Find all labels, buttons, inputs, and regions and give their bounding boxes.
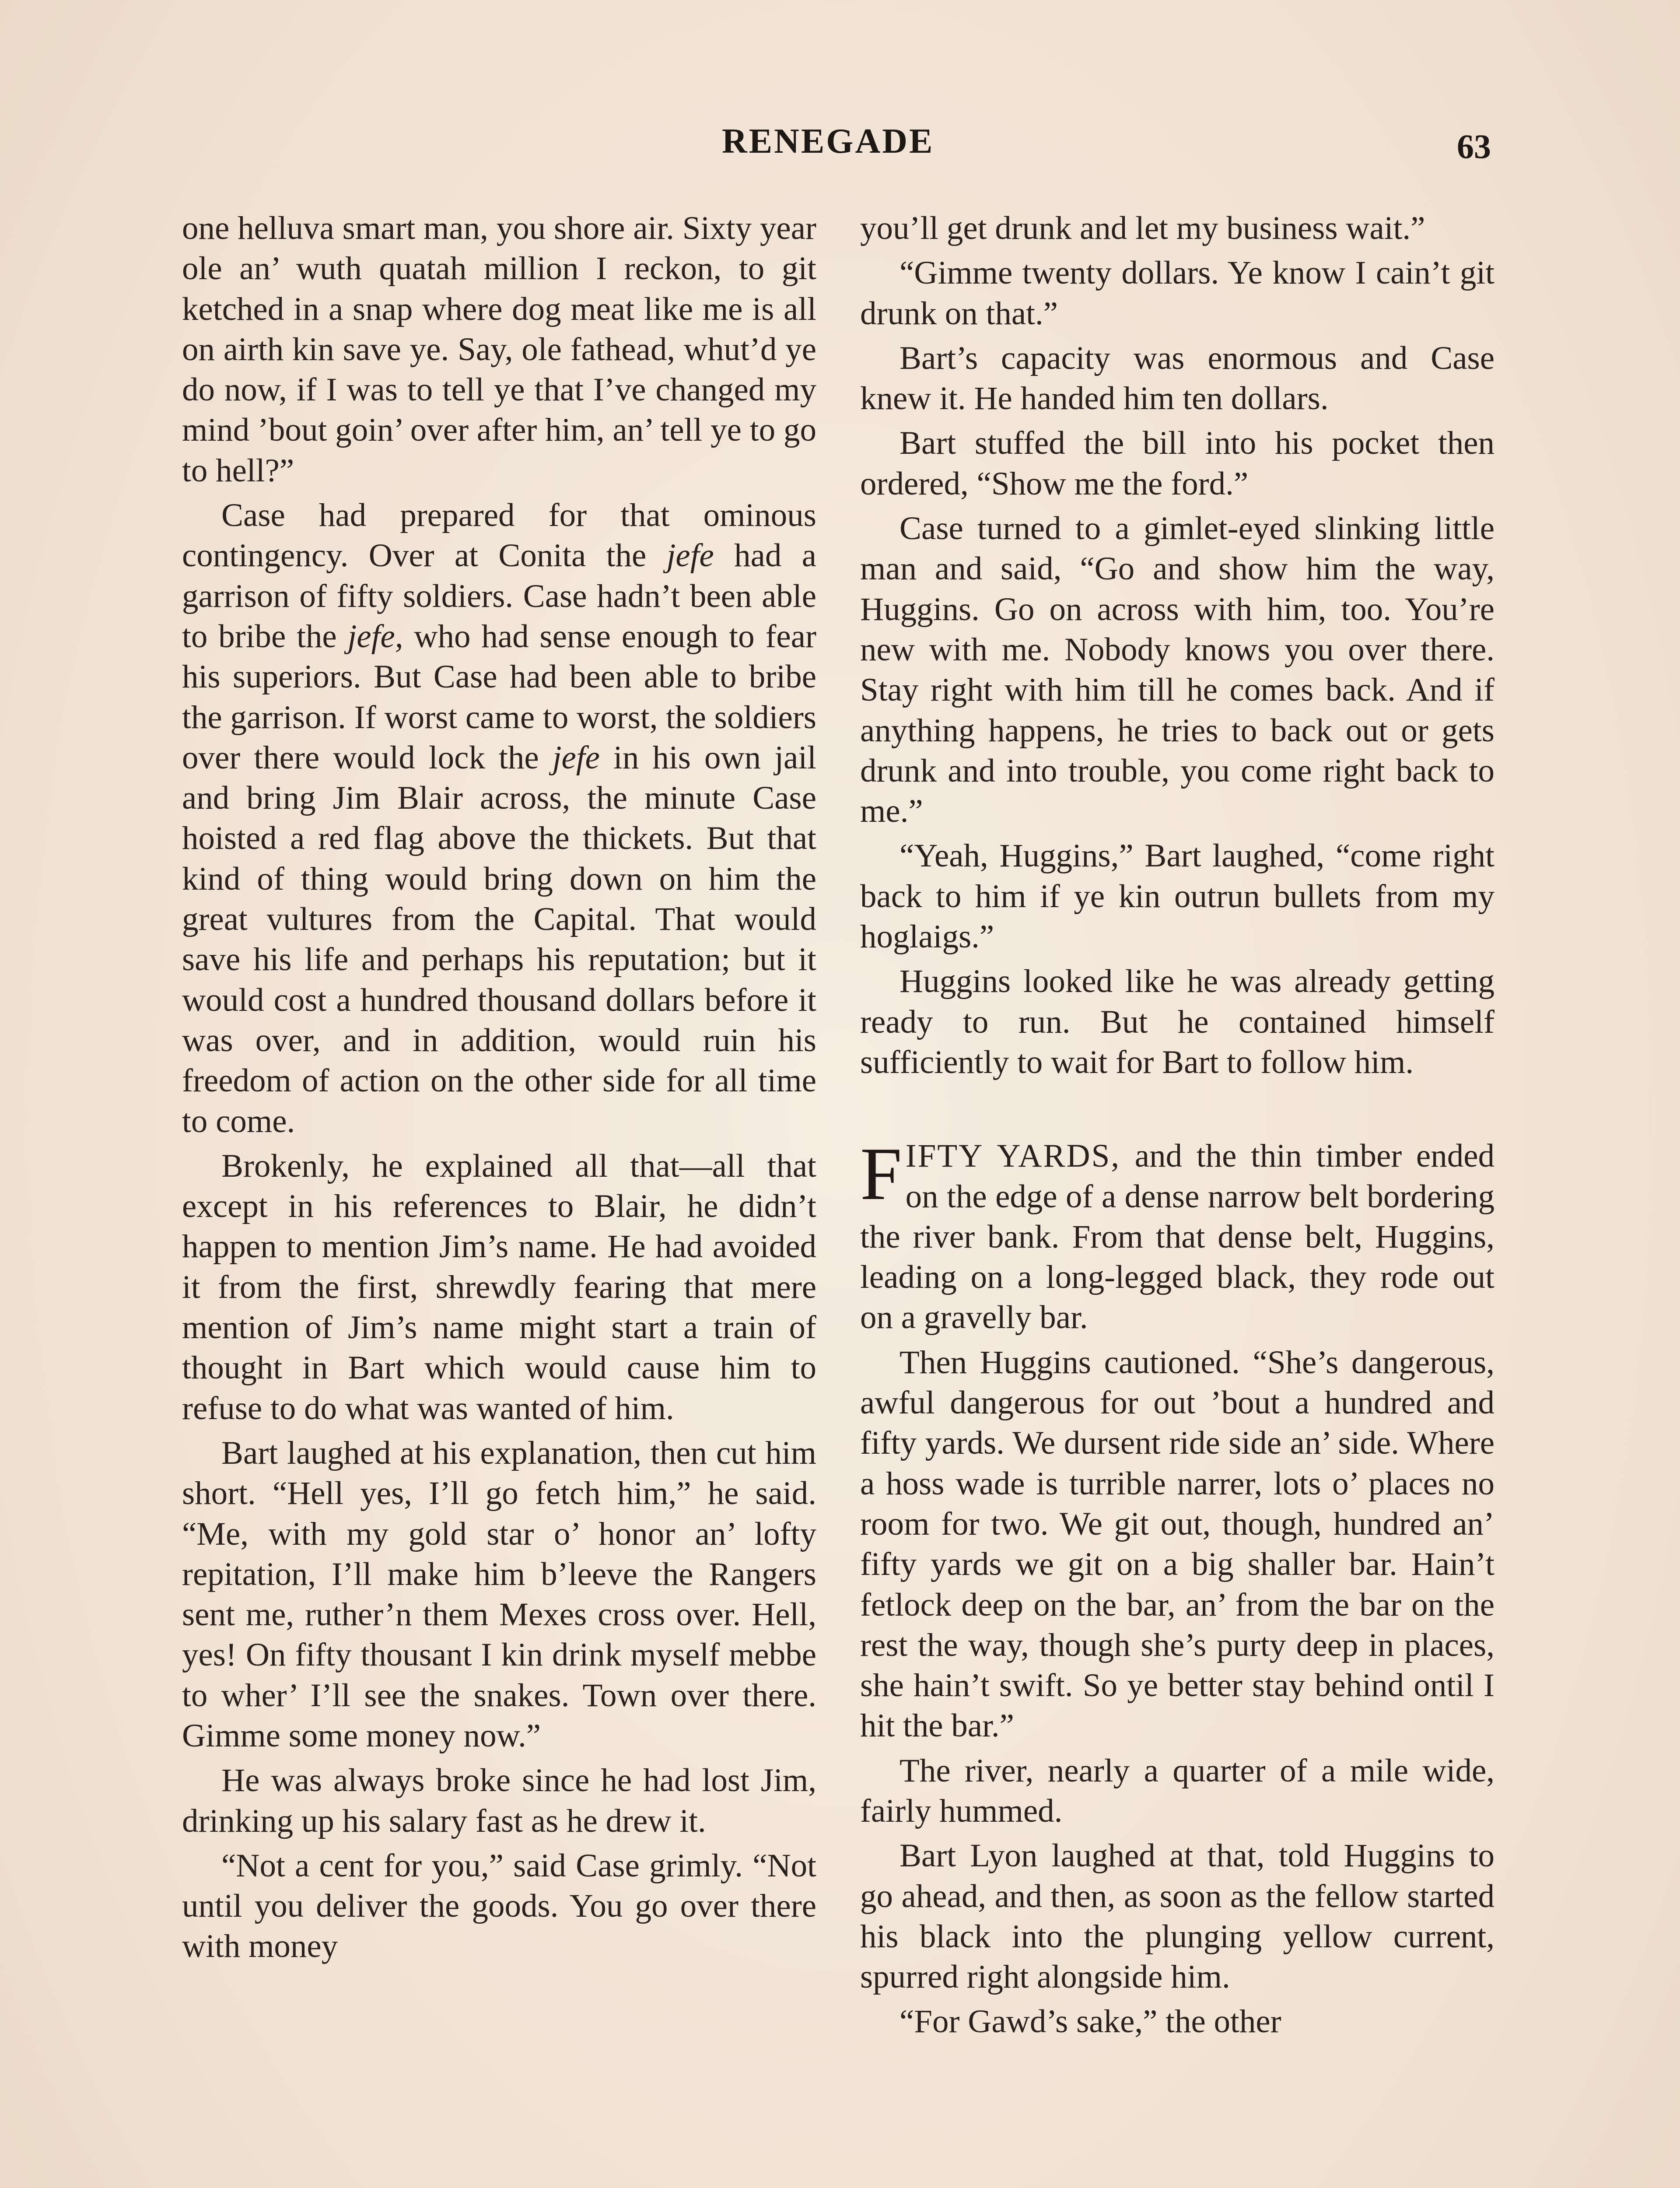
drop-cap: F: [860, 1133, 902, 1216]
italic-word: jefe: [666, 537, 714, 574]
paragraph: one helluva smart man, you shore air. Sixty year ole an’ wuth quatah million I reckon, to git ketched in a snap where dog meat like me is all on airth kin save ye. Say, ole fathead, whut’d ye do now, if I was to tell ye that I’ve changed my mind ’bout goin’ over after him, an’ tell ye to go to hell?”: [182, 210, 816, 489]
paragraph: [182, 495, 816, 1142]
paragraph: Brokenly, he explained all that—all that except in his references to Blair, he didn’t happen to mention Jim’s name. He had avoided it from the first, shrewdly fearing that mere mention of Jim’s name might start a train of thought in Bart which would cause him to refuse to do what was wanted of him.: [182, 1147, 816, 1427]
right-column: [860, 208, 1494, 2047]
small-caps-lead: IFTY YARDS,: [905, 1138, 1121, 1175]
text-run: had a garrison of fifty soldiers. Case hadn’t been able to bribe the: [182, 537, 816, 655]
paragraph: “Gimme twenty dollars. Ye know I cain’t git drunk on that.”: [860, 255, 1494, 332]
running-head: RENEGADE: [722, 122, 934, 161]
paragraph: “Not a cent for you,” said Case grimly. “Not until you deliver the goods. You go over there with money: [182, 1847, 816, 1965]
paragraph: Bart stuffed the bill into his pocket then ordered, “Show me the ford.”: [860, 425, 1494, 502]
paragraph: Bart’s capacity was enormous and Case knew it. He handed him ten dollars.: [860, 340, 1494, 417]
italic-word: jefe: [552, 739, 600, 776]
paragraph: Huggins looked like he was already getting ready to run. But he contained himself sufficiently to wait for Bart to follow him.: [860, 963, 1494, 1080]
text-run: who had sense enough to fear his superiors. But Case had been able to bribe the garrison. If worst came to worst, the soldiers over there would lock the: [182, 618, 816, 776]
paragraph: Then Huggins cautioned. “She’s dangerous, awful dangerous for out ’bout a hundred and fifty yards. We dursent ride side an’ side. Where a hoss wade is turrible narrer, lots o’ places no room for two. We git out, though, hundred an’ fifty yards we git on a big shaller bar. Hain’t fetlock deep on the bar, an’ from the bar on the rest the way, though she’s purty deep in places, she hain’t swift. So ye better stay behind ontil I hit the bar.”: [860, 1344, 1494, 1744]
text-run: and the thin timber ended on the edge of a dense narrow belt bordering the river bank. From that dense belt, Huggins, leading on a long-legged black, they rode out on a gravelly bar.: [860, 1138, 1494, 1336]
paragraph: Case turned to a gimlet-eyed slinking little man and said, “Go and show him the way, Huggins. Go on across with him, too. You’re new with me. Nobody knows you over there. Stay right with him till he comes back. And if anything happens, he tries to back out or gets drunk and into trouble, you come right back to me.”: [860, 510, 1494, 830]
text-run: in his own jail and bring Jim Blair across, the minute Case hoisted a red flag above the thickets. But that kind of thing would bring down on him the great vultures from the Capital. That would save his life and perhaps his reputation; but it would cost a hundred thousand dollars before it was over, and in addition, would ruin his freedom of action on the other side for all time to come.: [182, 739, 817, 1140]
paragraph: He was always broke since he had lost Jim, drinking up his salary fast as he drew it.: [182, 1762, 816, 1839]
text-run: Case had prepared for that ominous contingency. Over at Conita the: [182, 497, 816, 574]
page-number: 63: [1457, 127, 1491, 165]
left-column: [182, 208, 816, 1971]
paragraph: “Yeah, Huggins,” Bart laughed, “come right back to him if ye kin outrun bullets from my hoglaigs.”: [860, 838, 1494, 955]
paragraph: The river, nearly a quarter of a mile wide, fairly hummed.: [860, 1752, 1494, 1829]
italic-word: jefe,: [347, 618, 403, 655]
paragraph: “For Gawd’s sake,” the other: [900, 2003, 1281, 2040]
paragraph: you’ll get drunk and let my business wait.”: [860, 210, 1425, 246]
paragraph: Bart Lyon laughed at that, told Huggins to go ahead, and then, as soon as the fellow started his black into the plunging yellow current, spurred right alongside him.: [860, 1837, 1494, 1995]
paragraph: Bart laughed at his explanation, then cut him short. “Hell yes, I’ll go fetch him,” he said. “Me, with my gold star o’ honor an’ lofty repitation, I’ll make him b’leeve the Rangers sent me, ruther’n them Mexes cross over. Hell, yes! On fifty thousant I kin drink myself mebbe to wher’ I’ll see the snakes. Town over there. Gimme some money now.”: [182, 1434, 816, 1754]
section-start-paragraph: [860, 1133, 1494, 1338]
